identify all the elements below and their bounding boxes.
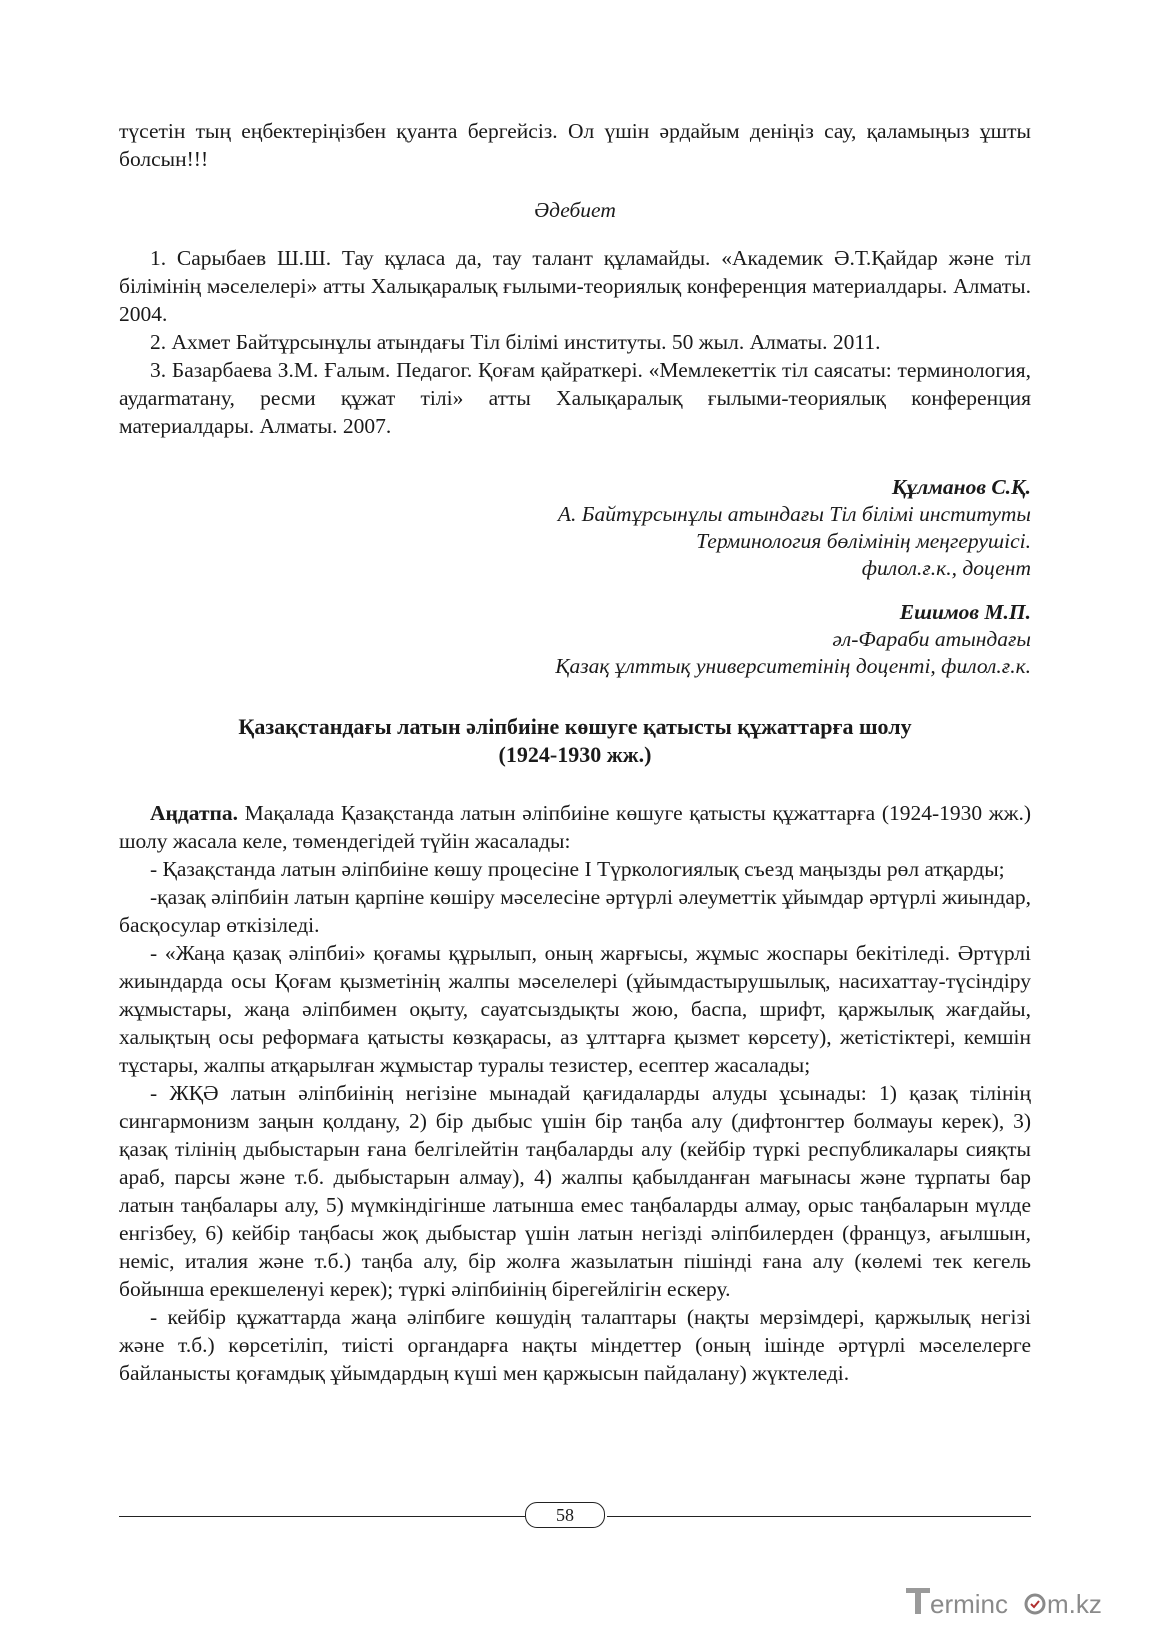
abstract-point-3: - «Жаңа қазақ әліпбиі» қоғамы құрылып, оның жарғысы, жұмыс жоспары бекітіледі. Әртүрлі жиындарда осы Қоғам қызметінің жалпы мәселелері (ұйымдастырушылық, насихаттау-түсіндіру жұмыстары, жаңа әліпбимен оқыту, сауатсыздықты жою, баспа, шрифт, қаржылық жағдайы, халықтың осы реформаға қатысты көзқарасы, аз ұлттарға қызмет көрсету), жетістіктері, кемшін тұстары, жалпы атқарылған жұмыстар туралы тезистер, есептер жасалады; — [119, 941, 1031, 1077]
reference-item-1: 1. Сарыбаев Ш.Ш. Тау құласа да, тау талант құламайды. «Академик Ә.Т.Қайдар және тіл білімінің мәселелері» атты Халықаралық ғылыми-теориялық конференция материалдары. Алматы. 2004. — [119, 246, 1031, 326]
abstract-lead: Мақалада Қазақстанда латын әліпбиіне көшуге қатысты құжаттарға (1924-1930 жж.) шолу жасала келе, төмендегідей түйін жасалады: — [119, 801, 1031, 853]
abstract-point-4: - ЖҚӘ латын әліпбиінің негізіне мынадай қағидаларды алуды ұсынады: 1) қазақ тілінің сингармонизм заңын қолдану, 2) бір дыбыс үшін бір таңба алу (дифтонгтер болмауы керек), 3) қазақ тілінің дыбыстарын ғана белгілейтін таңбаларды алу (кейбір түркі республикалары сияқты араб, парсы және т.б. дыбыстарын алмау), 4) жалпы қабылданған мағынасы және тұрпаты бар латын таңбалары алу, 5) мүмкіндігінше латынша емес таңбаларды алмау, орыс таңбаларын мүлде енгізбеу, 6) кейбір таңбасы жоқ дыбыстар үшін латын негізді әліпбилерден (француз, ағылшын, неміс, италия және т.б.) таңба алу, бір жолға жазылатын пішінді ғана алу (көлемі тек кегель бойынша ерекшеленуі керек); түркі әліпбиінің бірегейлігін ескеру. — [119, 1081, 1031, 1301]
reference-item-2: 2. Ахмет Байтұрсынұлы атындағы Тіл білімі институты. 50 жыл. Алматы. 2011. — [150, 330, 881, 354]
abstract-point-1: - Қазақстанда латын әліпбиіне көшу процесіне I Түркологиялық съезд маңызды рөл атқарды; — [150, 857, 1005, 881]
references-heading: Әдебиет — [534, 198, 616, 222]
watermark-logo-graphic — [904, 1582, 1136, 1622]
footer-rule-left — [119, 1516, 525, 1517]
article-title — [119, 713, 1031, 769]
abstract — [119, 799, 1031, 1387]
article-title-line-2: (1924-1930 жж.) — [498, 742, 652, 767]
abstract-lead-paragraph — [119, 799, 1031, 855]
page-number: 58 — [525, 1502, 605, 1528]
article-title-line-1: Қазақстандағы латын әліпбиіне көшуге қатысты құжаттарға шолу — [238, 714, 912, 739]
author-block-2 — [555, 599, 1031, 680]
footer-rule-right — [607, 1516, 1031, 1517]
author-name: Ешимов М.П. — [899, 600, 1031, 624]
references-list — [119, 244, 1031, 440]
reference-item-3: 3. Базарбаева З.М. Ғалым. Педагог. Қоғам қайраткері. «Мемлекеттік тіл саясаты: терминология, аудarmатану, ресми құжат тілі» атты Халықаралық ғылыми-теориялық конференция материалдары. Алматы. 2007. — [119, 358, 1031, 438]
svg-text:m.kz: m.kz — [1047, 1589, 1102, 1619]
intro-paragraph — [119, 117, 1031, 173]
author-affiliation-line: әл-Фараби атындағы — [832, 627, 1031, 651]
intro-text: түсетін тың еңбектеріңізбен қуанта бергейсіз. Ол үшін әрдайым денiңіз сау, қаламыңыз ұшты болсын!!! — [119, 119, 1031, 171]
termincom-watermark-logo — [904, 1582, 1136, 1622]
abstract-point-5: - кейбір құжаттарда жаңа әліпбиге көшудің талаптары (нақты мерзімдері, қаржылық негізі және т.б.) көрсетіліп, тиісті органдарға нақты міндеттер (оның ішінде әртүрлі мәселелерге байланысты қоғамдық ұйымдардың күші мен қаржысын пайдалану) жүктеледі. — [119, 1305, 1031, 1385]
author-affiliation-line: филол.ғ.к., доцент — [861, 556, 1031, 580]
abstract-label: Аңдатпа. — [150, 801, 239, 825]
author-name: Құлманов С.Қ. — [891, 475, 1031, 499]
abstract-point-2: -қазақ әліпбиін латын қарпіне көшіру мәселесіне әртүрлі әлеуметтік ұйымдар әртүрлі жиындар, басқосулар өткізіледі. — [119, 885, 1031, 937]
author-affiliation-line: Терминология бөлімінің меңгерушісі. — [696, 529, 1031, 553]
author-block-1 — [558, 474, 1031, 582]
author-affiliation-line: Қазақ ұлттық университетінің доценті, филол.ғ.к. — [555, 654, 1031, 678]
author-affiliation-line: А. Байтұрсынұлы атындағы Тіл білімі институты — [557, 502, 1031, 526]
svg-text:erminc: erminc — [930, 1589, 1009, 1619]
